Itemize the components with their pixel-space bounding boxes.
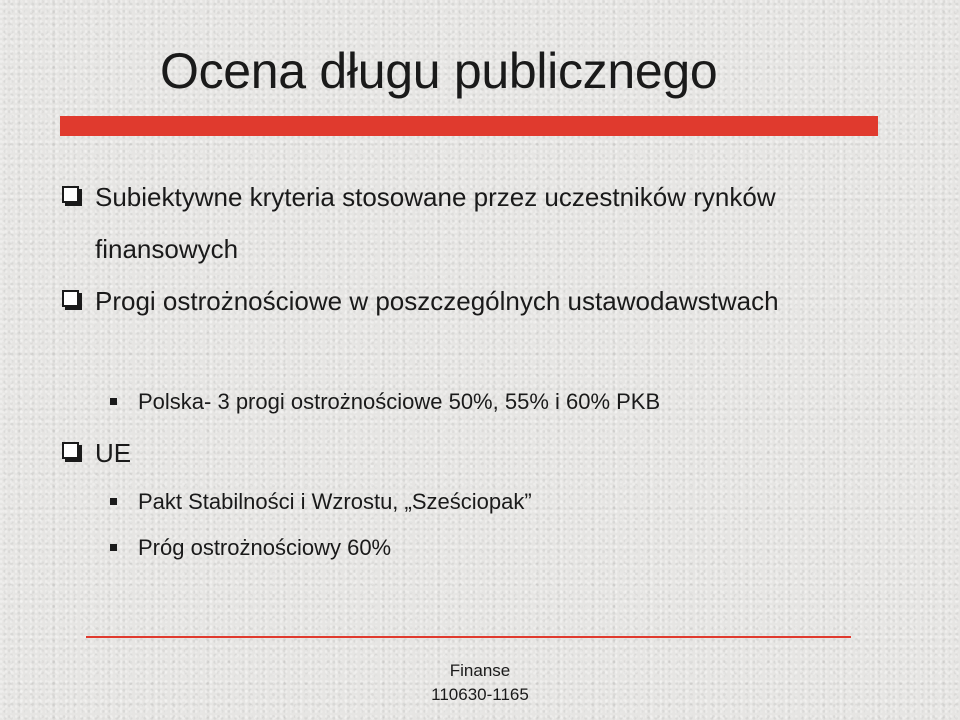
sub-bullet-item	[108, 378, 868, 426]
footer-title: Finanse	[449, 661, 511, 680]
sub-bullet-text: Polska- 3 progi ostrożnościowe 50%, 55% i 60% PKB	[138, 389, 661, 414]
footer-code: 110630-1165	[431, 685, 529, 704]
sub-bullet-item	[108, 478, 868, 526]
bullet-item	[60, 427, 860, 479]
sub-bullet-item	[108, 524, 868, 572]
bullet-item	[60, 171, 860, 275]
bullet-text: Subiektywne kryteria stosowane przez uczestników rynków finansowych	[95, 182, 776, 264]
square-bullet-icon	[110, 398, 117, 405]
sub-bullet-text: Pakt Stabilności i Wzrostu, „Sześciopak”	[138, 489, 532, 514]
square-bullet-icon	[110, 498, 117, 505]
sub-bullet-text: Próg ostrożnościowy 60%	[138, 535, 392, 560]
square-bullet-icon	[110, 544, 117, 551]
bullet-text: Progi ostrożnościowe w poszczególnych ustawodawstwach	[95, 286, 779, 316]
slide-title: Ocena długu publicznego	[160, 43, 718, 99]
title-underline-bar	[60, 116, 878, 136]
bullet-text: UE	[95, 438, 132, 468]
checkbox-bullet-icon	[62, 186, 79, 203]
checkbox-bullet-icon	[62, 290, 79, 307]
checkbox-bullet-icon	[62, 442, 79, 459]
bullet-item	[60, 275, 860, 327]
footer-divider	[86, 636, 851, 638]
